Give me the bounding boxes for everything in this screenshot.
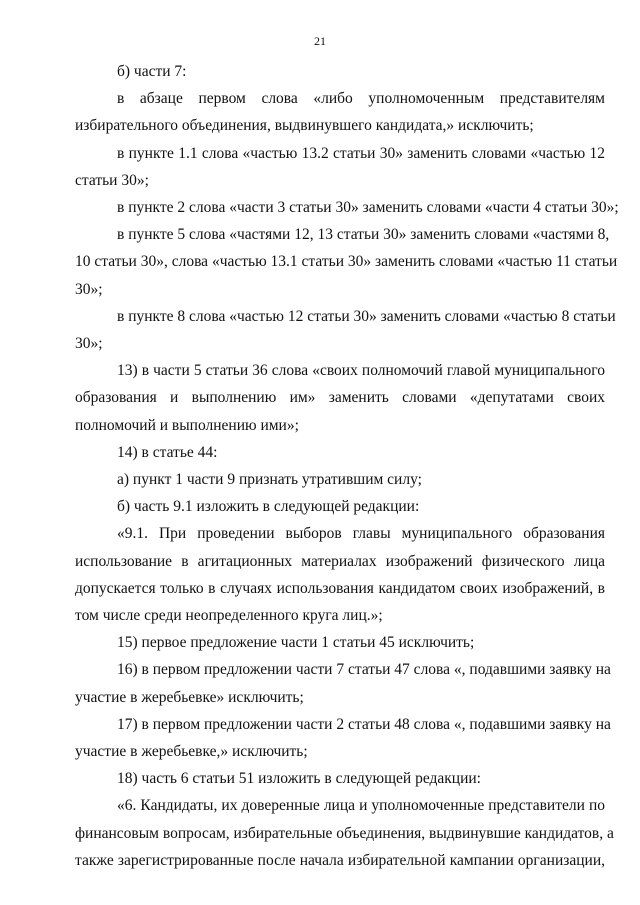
text-line: 18) часть 6 статьи 51 изложить в следующей редакции: [117,770,481,788]
text-line: допускается только в случаях использования кандидатом своих изображений, в [75,579,605,597]
text-line: 30»; [75,280,103,298]
text-line: 13) в части 5 статьи 36 слова «своих полномочий главой муниципального [117,362,605,380]
text-line: в пункте 5 слова «частями 12, 13 статьи 30» заменить словами «частями 8, [117,226,610,244]
text-line: 16) в первом предложении части 7 статьи 47 слова «, подавшими заявку на [117,661,611,679]
text-line: финансовым вопросам, избирательные объединения, выдвинувшие кандидатов, а [75,824,614,842]
text-line: использование в агитационных материалах изображений физического лица [75,552,605,570]
text-line: 15) первое предложение части 1 статьи 45 исключить; [117,634,475,652]
text-line: б) части 7: [117,63,187,80]
text-line: статьи 30»; [75,171,149,189]
text-line: участие в жеребьевке» исключить; [75,688,304,706]
text-line: в пункте 8 слова «частью 12 статьи 30» заменить словами «частью 8 статьи [117,307,616,325]
text-line: 10 статьи 30», слова «частью 13.1 статьи 30» заменить словами «частью 11 статьи [75,253,618,271]
text-line: «6. Кандидаты, их доверенные лица и уполномоченные представители по [117,797,605,815]
text-line: 14) в статье 44: [117,443,218,461]
text-line: б) часть 9.1 изложить в следующей редакции: [117,498,420,516]
page-number: 21 [314,34,326,48]
text-line: в пункте 1.1 слова «частью 13.2 статьи 30» заменить словами «частью 12 [117,144,605,162]
text-line: полномочий и выполнению ими»; [75,416,299,434]
text-line: также зарегистрированные после начала избирательной кампании организации, [75,851,605,869]
text-line: в абзаце первом слова «либо уполномоченным представителям [117,90,605,108]
text-line: избирательного объединения, выдвинувшего кандидата,» исключить; [75,117,534,135]
text-line: «9.1. При проведении выборов главы муниципального образования [117,525,605,543]
text-line: 30»; [75,335,103,352]
text-line: том числе среди неопределенного круга лиц.»; [75,607,383,624]
text-line: в пункте 2 слова «части 3 статьи 30» заменить словами «части 4 статьи 30»; [117,199,619,216]
text-line: 17) в первом предложении части 2 статьи 48 слова «, подавшими заявку на [117,715,611,733]
text-line: а) пункт 1 части 9 признать утратившим силу; [117,471,422,488]
text-line: образования и выполнению им» заменить словами «депутатами своих [75,389,605,407]
text-line: участие в жеребьевке,» исключить; [75,743,308,760]
